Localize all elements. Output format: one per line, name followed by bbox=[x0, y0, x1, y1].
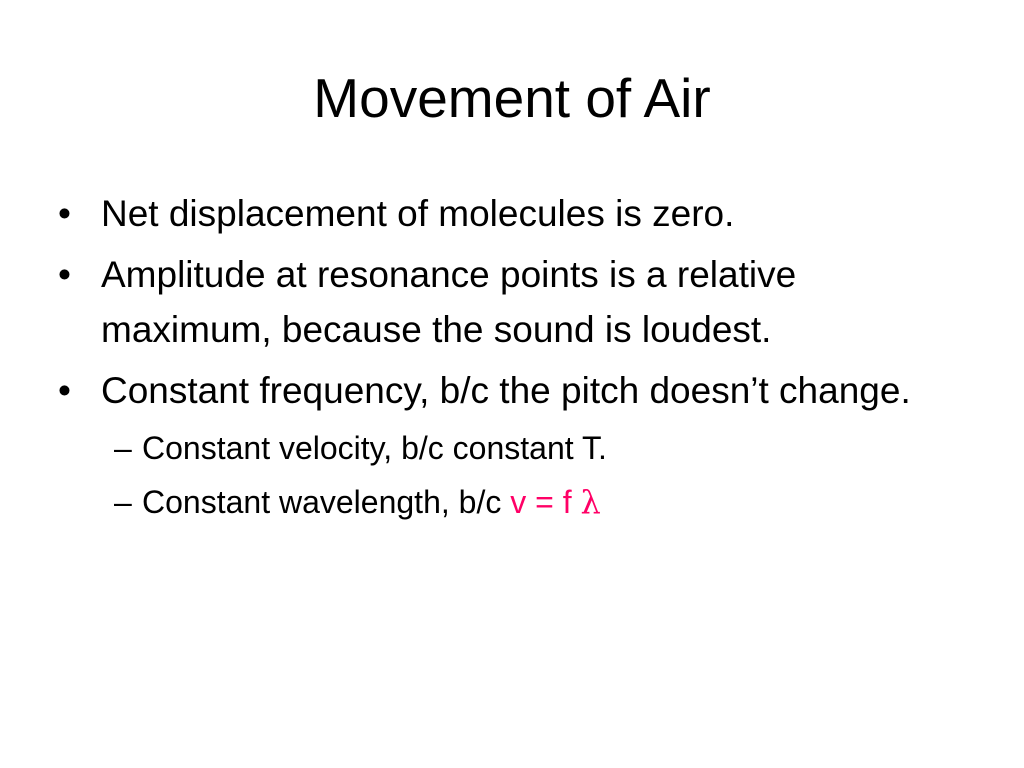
wave-equation bbox=[510, 484, 601, 520]
formula-equals: = bbox=[535, 484, 554, 520]
sub-bullet-marker: – bbox=[114, 484, 132, 520]
formula-f: f bbox=[562, 484, 572, 520]
formula-lambda: λ bbox=[580, 483, 601, 521]
bullet-item bbox=[56, 363, 976, 418]
bullet-item bbox=[56, 186, 976, 241]
bullet-text: Amplitude at resonance points is a relative maximum, because the sound is loudest. bbox=[101, 254, 797, 350]
sub-bullet-text: Constant wavelength, b/c bbox=[142, 484, 511, 520]
sub-bullet-text: Constant velocity, b/c constant T. bbox=[142, 430, 607, 466]
slide-body bbox=[56, 186, 976, 532]
bullet-text: Constant frequency, b/c the pitch doesn’t change. bbox=[101, 370, 911, 411]
sub-bullet-item bbox=[56, 478, 976, 526]
bullet-item bbox=[56, 247, 976, 357]
sub-bullet-marker: – bbox=[114, 430, 132, 466]
bullet-marker: • bbox=[58, 370, 71, 411]
bullet-marker: • bbox=[58, 254, 71, 295]
bullet-text: Net displacement of molecules is zero. bbox=[101, 193, 735, 234]
formula-v: v bbox=[510, 484, 527, 520]
sub-bullet-item bbox=[56, 424, 976, 472]
bullet-marker: • bbox=[58, 193, 71, 234]
slide-title: Movement of Air bbox=[313, 67, 711, 129]
